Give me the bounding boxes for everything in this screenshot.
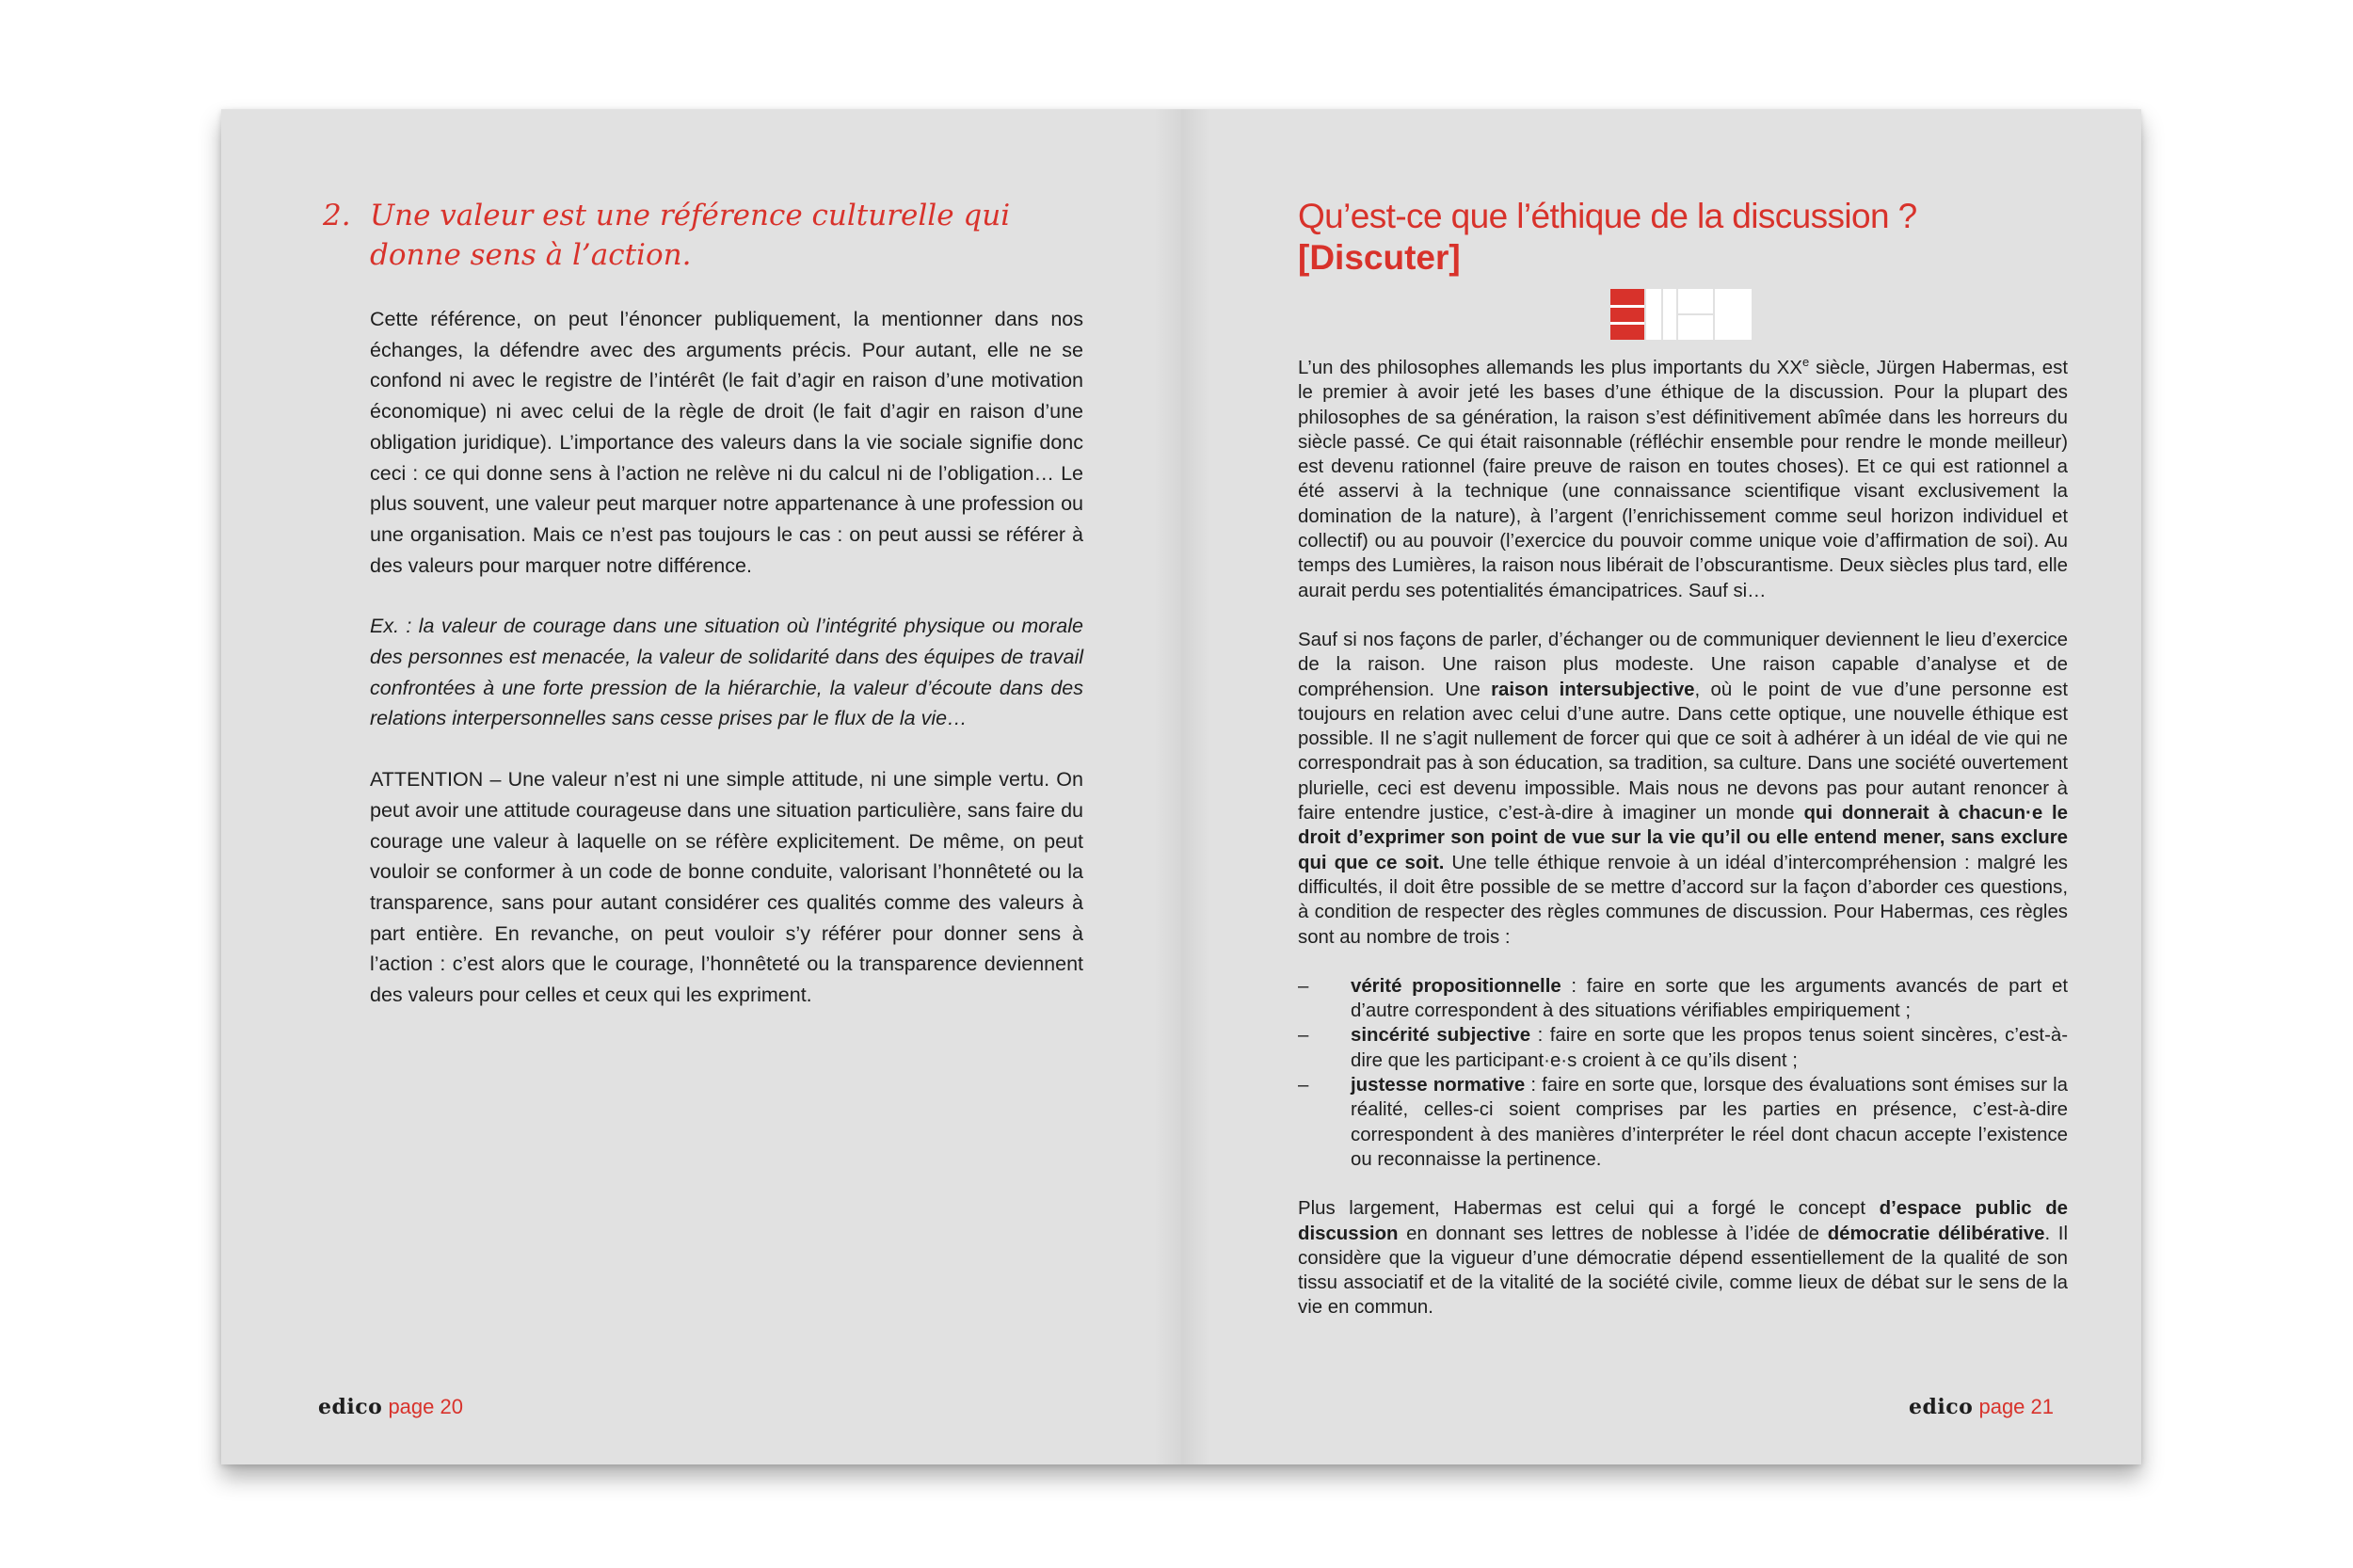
footer-left	[318, 1394, 463, 1420]
p2-bold-raison: raison intersubjective	[1491, 679, 1695, 700]
paragraph-raison	[1298, 628, 2068, 950]
p2-text-a: Sauf si nos façons de parler, d’échanger ou de communiquer deviennent le lieu d’exercice de la raison. Une raison plus modeste. Une raison capable d’analyse et de compréhension. Une	[1298, 629, 2068, 700]
gutter-shadow-left	[1154, 109, 1182, 1464]
heading-number: 2.	[323, 199, 351, 232]
list-item	[1298, 974, 2068, 1024]
list-desc: : faire en sorte que les arguments avancés de part et d’autre correspondent à des situations vérifiables empiriquement ;	[1351, 975, 2069, 1022]
attention-paragraph: ATTENTION – Une valeur n’est ni une simple attitude, ni une simple vertu. On peut avoir une attitude courageuse dans une situation particulière, sans faire du courage une valeur à laquelle on se réfère explicitement. De même, on peut vouloir se conformer à un code de bonne conduite, valorisant l’honnêteté ou la transparence, sans pour autant considérer ces qualités comme des valeurs à part entière. En revanche, on peut vouloir s’y référer pour donner sens à l’action : c’est alors que le courage, l’honnêteté ou la transparence deviennent des valeurs pour celles et ceux qui les expriment.	[370, 768, 1083, 1007]
rules-list	[1298, 974, 2068, 1172]
list-item-text	[1351, 974, 2068, 1024]
list-desc: : faire en sorte que, lorsque des évaluations sont émises sur la réalité, celles-ci soient comprises par les parties en présence, c’est-à-dire correspondent à des manières d’interpréter le réel dont chacun accepte l’existence ou reconnaisse la pertinence.	[1351, 1075, 2069, 1170]
p3-bold-democratie: démocratie délibérative	[1827, 1223, 2045, 1244]
list-term: sincérité subjective	[1351, 1025, 1531, 1047]
list-dash: –	[1298, 975, 1309, 997]
right-body	[1298, 356, 2068, 1345]
brand-logo: edico	[1909, 1395, 1974, 1419]
left-page	[221, 109, 1182, 1464]
right-page	[1182, 109, 2141, 1464]
list-term: vérité propositionnelle	[1351, 975, 1561, 997]
paragraph-habermas	[1298, 356, 2068, 603]
p3-bold-espace: d’espace public de discussion	[1298, 1198, 2068, 1244]
paragraph-intro: Cette référence, on peut l’énoncer publiquement, la mentionner dans nos échanges, la défendre avec des arguments précis. Pour autant, elle ne se confond ni avec le registre de l’intérêt (le fait d’agir en raison d’une motivation économique) ni avec celui de la règle de droit (le fait d’agir en raison d’une obligation juridique). L’importance des valeurs dans la vie sociale signifie donc ceci : ce qui donne sens à l’action ne relève ni du calcul ni de l’obligation… Le plus souvent, une valeur peut marquer notre appartenance à une profession ou une organisation. Mais ce n’est pas toujours le cas : on peut aussi se référer à des valeurs pour marquer notre différence.	[370, 308, 1083, 577]
p2-text-b: , où le point de vue d’une personne est toujours en relation avec celui d’une autre. Dans cette optique, une nouvelle éthique est possible. Il ne s’agit nullement de forcer qui que ce soit à adhérer à un idéal de vie qui ne correspondrait pas à son éducation, sa tradition, sa culture. Dans une société ouvertement plurielle, ceci est devenu impossible. Mais nous ne devons pas pour autant renoncer à faire entendre justice, c’est-à-dire à imaginer un monde	[1298, 679, 2069, 824]
title-question: Qu’est-ce que l’éthique de la discussion ?	[1298, 197, 1917, 235]
p3-text-b: en donnant ses lettres de noblesse à l’idée de	[1398, 1223, 1828, 1244]
list-dash: –	[1298, 1025, 1309, 1047]
footer-right	[1909, 1394, 2054, 1420]
list-dash: –	[1298, 1075, 1309, 1096]
list-desc: : faire en sorte que les propos tenus soient sincères, c’est-à-dire que les participant·e·s croient à ce qu’ils disent ;	[1351, 1025, 2069, 1071]
p1-superscript: e	[1802, 355, 1810, 370]
left-body	[370, 304, 1083, 1041]
p2-bold-droit: qui donnerait à chacun·e le droit d’exprimer son point de vue sur la vie qu’il ou elle entend mener, sans exclure qui que ce soit.	[1298, 803, 2068, 873]
brand-logo: edico	[318, 1395, 383, 1419]
p2-text-c: Une telle éthique renvoie à un idéal d’intercompréhension : malgré les difficultés, il doit être possible de se mettre d’accord sur la façon d’aborder ces questions, à condition de respecter des règles communes de discussion. Pour Habermas, ces règles sont au nombre de trois :	[1298, 852, 2068, 948]
page-title	[1298, 196, 2070, 279]
p3-text-c: . Il considère que la vigueur d’une démocratie dépend essentiellement de la qualité de son tissu associatif et de la vitalité de la société civile, comme lieux de débat sur le sens de la vie en commun.	[1298, 1223, 2069, 1319]
gutter-shadow-right	[1182, 109, 1210, 1464]
list-term: justesse normative	[1351, 1075, 1526, 1096]
paragraph-espace-public	[1298, 1196, 2068, 1320]
book-gutter	[1181, 109, 1183, 1464]
title-keyword: [Discuter]	[1298, 238, 1461, 277]
list-item-text	[1351, 1023, 2068, 1073]
p1-text-a: L’un des philosophes allemands les plus importants du XX	[1298, 358, 1802, 378]
list-item-text	[1351, 1073, 2068, 1172]
book-spread	[221, 109, 2141, 1464]
page-number: page 21	[1978, 1395, 2054, 1418]
heading-text: Une valeur est une référence culturelle qui donne sens à l’action.	[370, 199, 1011, 272]
list-item	[1298, 1023, 2068, 1073]
p1-text-b: siècle, Jürgen Habermas, est le premier à avoir jeté les bases d’une éthique de la discussion. Pour la plupart des philosophes de sa génération, la raison s’est définitivement abîmée dans les horreurs du siècle passé. Ce qui était raisonnable (réfléchir ensemble pour rendre le monde meilleur) est devenu rationnel (faire preuve de raison en toutes choses). Et ce qui est rationnel a été asservi à la technique (une connaissance scientifique visant exclusivement la domination de la nature), à l’argent (l’enrichissement comme seul horizon individuel et collectif) ou au pouvoir (l’exercice du pouvoir comme unique voie d’affirmation de soi). Au temps des Lumières, la raison nous libérait de l’obscurantisme. Deux siècles plus tard, elle aurait perdu ses potentialités émancipatrices. Sauf si…	[1298, 358, 2068, 601]
list-item	[1298, 1073, 2068, 1172]
section-heading	[323, 196, 1083, 275]
page-number: page 20	[388, 1395, 463, 1418]
discuter-blocks-icon	[1610, 289, 1752, 340]
p3-text-a: Plus largement, Habermas est celui qui a forgé le concept	[1298, 1198, 1880, 1220]
example-paragraph: Ex. : la valeur de courage dans une situation où l’intégrité physique ou morale des personnes est menacée, la valeur de solidarité dans des équipes de travail confrontées à une forte pression de la hiérarchie, la valeur d’écoute dans des relations interpersonnelles sans cesse prises par le flux de la vie…	[370, 615, 1083, 730]
